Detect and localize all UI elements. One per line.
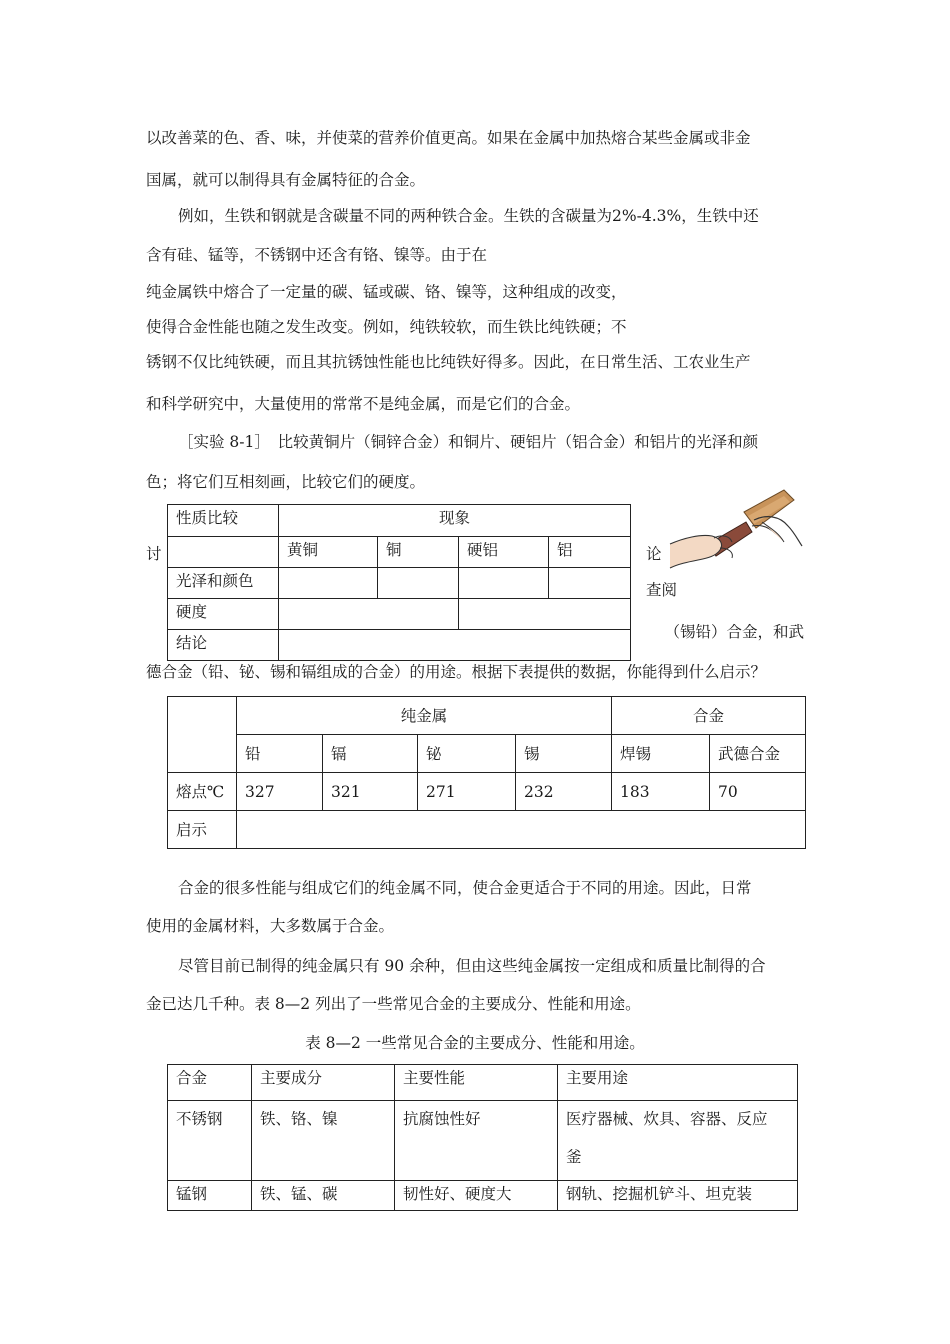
- table-cell: 327: [237, 773, 323, 811]
- table-cell: 232: [516, 773, 612, 811]
- table-row-label: 光泽和颜色: [168, 568, 279, 599]
- table-cell: [237, 811, 806, 849]
- table-row-label: 锰钢: [168, 1181, 252, 1211]
- table-cell: [279, 568, 378, 599]
- table-header: 铋: [418, 735, 516, 773]
- side-text-right: （锡铅）合金，和武: [664, 623, 804, 641]
- side-text-right: 论: [646, 545, 662, 563]
- text-line: 金已达几千种。表 8—2 列出了一些常见合金的主要成分、性能和用途。: [146, 995, 641, 1013]
- table-cell: 铁、铬、镍: [252, 1101, 395, 1181]
- table-header: 锡: [516, 735, 612, 773]
- table-cell: 321: [323, 773, 418, 811]
- text-line: 使用的金属材料，大多数属于合金。: [146, 917, 395, 935]
- side-text-left: 讨: [146, 545, 162, 563]
- table-header: 武德合金: [710, 735, 806, 773]
- text-line: ［实验 8-1］ 比较黄铜片（铜锌合金）和铜片、硬铝片（铝合金）和铝片的光泽和颜: [178, 433, 759, 451]
- table-row-label: 不锈钢: [168, 1101, 252, 1181]
- table-header: 铜: [378, 537, 459, 568]
- table-header: 主要成分: [252, 1065, 395, 1101]
- side-text-right: 查阅: [646, 581, 678, 599]
- table-cell: [168, 697, 237, 773]
- text-line: 国属，就可以制得具有金属特征的合金。: [146, 171, 426, 189]
- table-header: 合金: [168, 1065, 252, 1101]
- text-line: 和科学研究中，大量使用的常常不是纯金属，而是它们的合金。: [146, 395, 581, 413]
- table-header: 现象: [279, 505, 631, 537]
- table-cell: [279, 630, 631, 661]
- text-line: 例如，生铁和钢就是含碳量不同的两种铁合金。生铁的含碳量为2%-4.3%，生铁中还: [178, 207, 759, 225]
- table-cell: [378, 568, 459, 599]
- table-header: 合金: [612, 697, 806, 735]
- text-line: 色；将它们互相刻画，比较它们的硬度。: [146, 473, 426, 491]
- table-cell: 钢轨、挖掘机铲斗、坦克装: [558, 1181, 798, 1211]
- alloy-table: [167, 1064, 798, 1211]
- comparison-table: [167, 504, 631, 661]
- table-header: 铅: [237, 735, 323, 773]
- text-line: 使得合金性能也随之发生改变。例如，纯铁较软，而生铁比纯铁硬；不: [146, 318, 627, 336]
- table-cell: [549, 568, 631, 599]
- table-header: 纯金属: [237, 697, 612, 735]
- use-line: 医疗器械、炊具、容器、反应: [566, 1110, 768, 1128]
- text-line: 含有硅、锰等，不锈钢中还含有铬、镍等。由于在: [146, 246, 488, 264]
- table-header: 铝: [549, 537, 631, 568]
- table-header: 主要用途: [558, 1065, 798, 1101]
- table-cell: 271: [418, 773, 516, 811]
- table-header: 硬铝: [459, 537, 549, 568]
- text-line: 纯金属铁中熔合了一定量的碳、锰或碳、铬、镍等，这种组成的改变，: [146, 283, 627, 301]
- text-line: 尽管目前已制得的纯金属只有 90 余种，但由这些纯金属按一定组成和质量比制得的合: [178, 957, 766, 975]
- table-cell: 70: [710, 773, 806, 811]
- text-line: 德合金（铅、铋、锡和镉组成的合金）的用途。根据下表提供的数据，你能得到什么启示？: [146, 663, 767, 681]
- table-cell: 183: [612, 773, 710, 811]
- table-header: 主要性能: [395, 1065, 558, 1101]
- table-cell: 铁、锰、碳: [252, 1181, 395, 1211]
- table-row-label: 硬度: [168, 599, 279, 630]
- table-cell: 抗腐蚀性好: [395, 1101, 558, 1181]
- table-cell: 韧性好、硬度大: [395, 1181, 558, 1211]
- text-line: 以改善菜的色、香、味，并使菜的营养价值更高。如果在金属中加热熔合某些金属或非金: [146, 129, 751, 147]
- melting-point-table: [167, 696, 806, 849]
- table-row-label: 熔点℃: [168, 773, 237, 811]
- table-header: 焊锡: [612, 735, 710, 773]
- scratch-experiment-illustration: [666, 482, 806, 582]
- use-line: 釜: [566, 1148, 582, 1166]
- table-caption: 表 8—2 一些常见合金的主要成分、性能和用途。: [305, 1034, 645, 1052]
- text-line: 锈钢不仅比纯铁硬，而且其抗锈蚀性能也比纯铁好得多。因此，在日常生活、工农业生产: [146, 353, 751, 371]
- table-cell: [558, 1101, 798, 1181]
- table-row-label: 结论: [168, 630, 279, 661]
- table-cell: [459, 599, 631, 630]
- table-header: 性质比较: [168, 505, 279, 537]
- text-line: 合金的很多性能与组成它们的纯金属不同，使合金更适合于不同的用途。因此，日常: [178, 879, 752, 897]
- table-header: 黄铜: [279, 537, 378, 568]
- table-cell: [279, 599, 459, 630]
- table-row-label: 启示: [168, 811, 237, 849]
- table-cell: [459, 568, 549, 599]
- table-header: 镉: [323, 735, 418, 773]
- table-cell: [168, 537, 279, 568]
